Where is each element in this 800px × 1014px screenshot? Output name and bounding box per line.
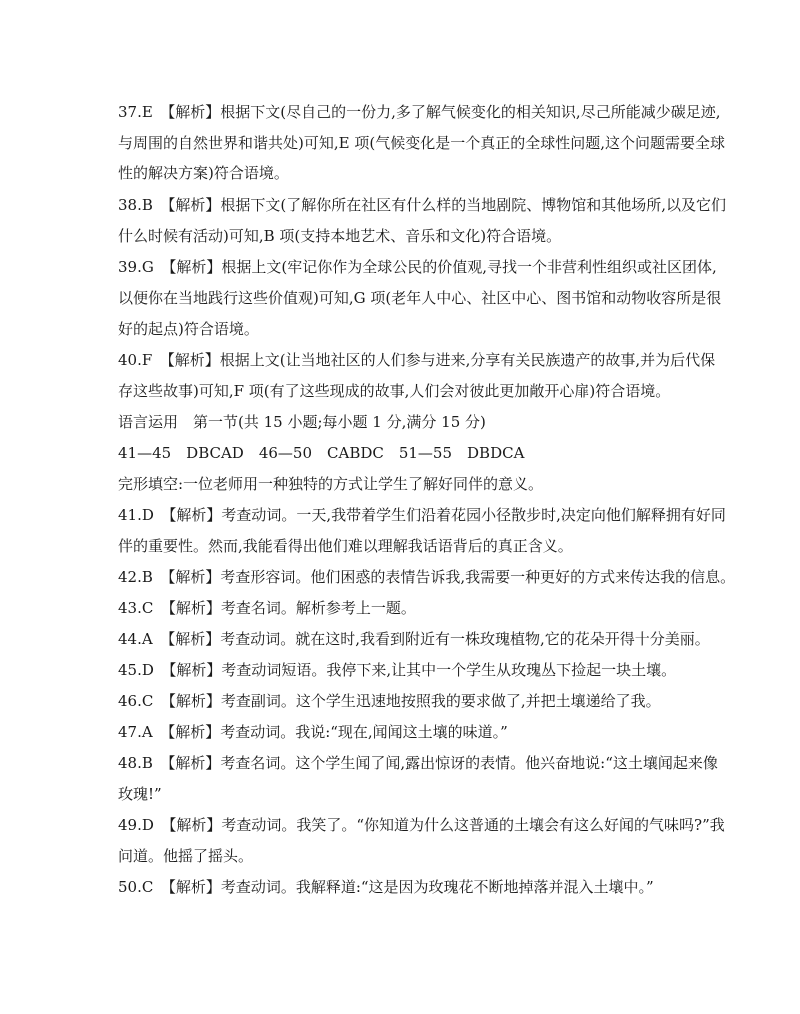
answer-39-line-3: 好的起点)符合语境。: [118, 320, 259, 338]
answer-37-line-2: 与周围的自然世界和谐共处)可知,E 项(气候变化是一个真正的全球性问题,这个问题需要全球: [118, 134, 725, 152]
answer-49-line-2: 问道。他摇了摇头。: [118, 847, 254, 865]
answer-48-line-1: 48.B 【解析】考查名词。这个学生闻了闻,露出惊讶的表情。他兴奋地说:“这土壤闻起来像: [118, 754, 718, 772]
answer-49-line-1: 49.D 【解析】考查动词。我笑了。“你知道为什么这普通的土壤会有这么好闻的气味吗?”我: [118, 816, 725, 834]
answer-40-line-2: 存这些故事)可知,F 项(有了这些现成的故事,人们会对彼此更加敞开心扉)符合语境。: [118, 382, 671, 400]
answer-key-summary: 41—45 DBCAD 46—50 CABDC 51—55 DBDCA: [118, 444, 525, 462]
answer-46: 46.C 【解析】考查副词。这个学生迅速地按照我的要求做了,并把土壤递给了我。: [118, 692, 661, 710]
answer-47: 47.A 【解析】考查动词。我说:“现在,闻闻这土壤的味道。”: [118, 723, 508, 741]
answer-45: 45.D 【解析】考查动词短语。我停下来,让其中一个学生从玫瑰丛下捡起一块土壤。: [118, 661, 677, 679]
answer-41-line-2: 伴的重要性。然而,我能看得出他们难以理解我话语背后的真正含义。: [118, 537, 573, 555]
answer-39-line-1: 39.G 【解析】根据上文(牢记你作为全球公民的价值观,寻找一个非营利性组织或社区团体,: [118, 258, 717, 276]
answer-44: 44.A 【解析】考查动词。就在这时,我看到附近有一株玫瑰植物,它的花朵开得十分美丽。: [118, 630, 710, 648]
answer-39-line-2: 以便你在当地践行这些价值观)可知,G 项(老年人中心、社区中心、图书馆和动物收容所是很: [118, 289, 722, 307]
answer-38-line-2: 什么时候有活动)可知,B 项(支持本地艺术、音乐和文化)符合语境。: [118, 227, 562, 245]
answer-43: 43.C 【解析】考查名词。解析参考上一题。: [118, 599, 416, 617]
answer-37-line-1: 37.E 【解析】根据下文(尽自己的一份力,多了解气候变化的相关知识,尽己所能减少碳足迹,: [118, 103, 721, 121]
answer-50: 50.C 【解析】考查动词。我解释道:“这是因为玫瑰花不断地掉落并混入土壤中。”: [118, 878, 654, 896]
answer-42: 42.B 【解析】考查形容词。他们困惑的表情告诉我,我需要一种更好的方式来传达我的信息。: [118, 568, 736, 586]
answer-37-line-3: 性的解决方案)符合语境。: [118, 164, 289, 182]
answer-41-line-1: 41.D 【解析】考查动词。一天,我带着学生们沿着花园小径散步时,决定向他们解释拥有好同: [118, 506, 726, 524]
section-heading: 语言运用 第一节(共 15 小题;每小题 1 分,满分 15 分): [118, 413, 486, 431]
answer-40-line-1: 40.F 【解析】根据上文(让当地社区的人们参与进来,分享有关民族遗产的故事,并为后代保: [118, 351, 716, 369]
cloze-intro: 完形填空:一位老师用一种独特的方式让学生了解好同伴的意义。: [118, 475, 544, 493]
answer-38-line-1: 38.B 【解析】根据下文(了解你所在社区有什么样的当地剧院、博物馆和其他场所,以及它们: [118, 196, 727, 214]
answer-48-line-2: 玫瑰!”: [118, 785, 162, 803]
